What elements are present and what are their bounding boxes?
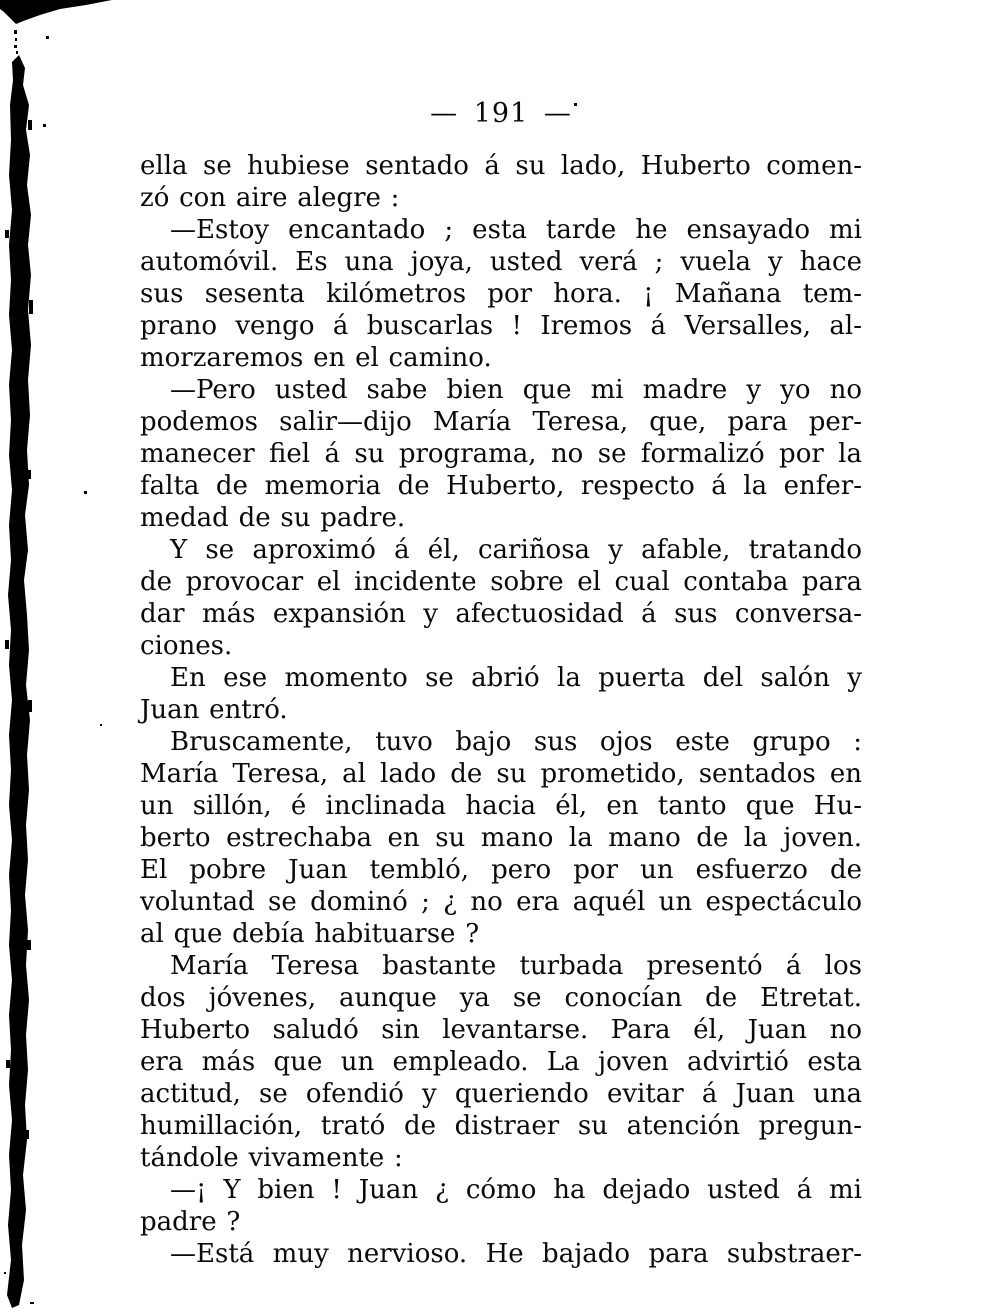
text-line: un sillón, é inclinada hacia él, en tanto que Hu- — [140, 791, 862, 821]
text-line: —Estoy encantado ; esta tarde he ensayado mi — [170, 215, 862, 245]
text-line: sus sesenta kilómetros por hora. ¡ Mañana tem- — [140, 279, 862, 309]
text-line: medad de su padre. — [140, 503, 406, 533]
text-line: dos jóvenes, aunque ya se conocían de Etretat. — [140, 983, 862, 1013]
text-line: automóvil. Es una joya, usted verá ; vuela y hace — [140, 247, 862, 277]
page-number-header: — 191 — — [430, 98, 572, 129]
text-line: era más que un empleado. La joven advirtió esta — [140, 1047, 862, 1077]
text-line: actitud, se ofendió y queriendo evitar á Juan una — [140, 1079, 862, 1109]
text-line: padre ? — [140, 1207, 241, 1237]
text-line: prano vengo á buscarlas ! Iremos á Versalles, al- — [140, 311, 862, 341]
text-line: voluntad se dominó ; ¿ no era aquél un espectáculo — [140, 887, 862, 917]
text-line: dar más expansión y afectuosidad á sus conversa- — [140, 599, 862, 629]
text-line: al que debía habituarse ? — [140, 919, 480, 949]
text-line: Y se aproximó á él, cariñosa y afable, tratando — [170, 535, 862, 565]
text-line: —¡ Y bien ! Juan ¿ cómo ha dejado usted á mi — [170, 1175, 862, 1205]
text-line: María Teresa bastante turbada presentó á los — [170, 951, 862, 981]
text-line: humillación, trató de distraer su atención pregun- — [140, 1111, 862, 1141]
text-line: manecer fiel á su programa, no se formalizó por la — [140, 439, 862, 469]
text-line: de provocar el incidente sobre el cual contaba para — [140, 567, 862, 597]
text-line: podemos salir—dijo María Teresa, que, para per- — [140, 407, 862, 437]
text-line: Juan entró. — [140, 695, 288, 725]
text-line: Bruscamente, tuvo bajo sus ojos este grupo : — [170, 727, 862, 757]
text-block — [140, 150, 862, 1270]
text-line: morzaremos en el camino. — [140, 343, 492, 373]
text-line: —Pero usted sabe bien que mi madre y yo no — [170, 375, 862, 405]
text-line: El pobre Juan tembló, pero por un esfuerzo de — [140, 855, 862, 885]
text-line: Huberto saludó sin levantarse. Para él, Juan no — [140, 1015, 862, 1045]
text-line: ciones. — [140, 631, 233, 661]
text-line: —Está muy nervioso. He bajado para substraer- — [170, 1239, 862, 1269]
text-line: falta de memoria de Huberto, respecto á la enfer- — [140, 471, 862, 501]
text-line: berto estrechaba en su mano la mano de la joven. — [140, 823, 862, 853]
text-line: En ese momento se abrió la puerta del salón y — [170, 663, 862, 693]
text-line: zó con aire alegre : — [140, 183, 400, 213]
text-line: tándole vivamente : — [140, 1143, 403, 1173]
text-line: ella se hubiese sentado á su lado, Huberto comen- — [140, 151, 862, 181]
text-line: María Teresa, al lado de su prometido, sentados en — [140, 759, 862, 789]
